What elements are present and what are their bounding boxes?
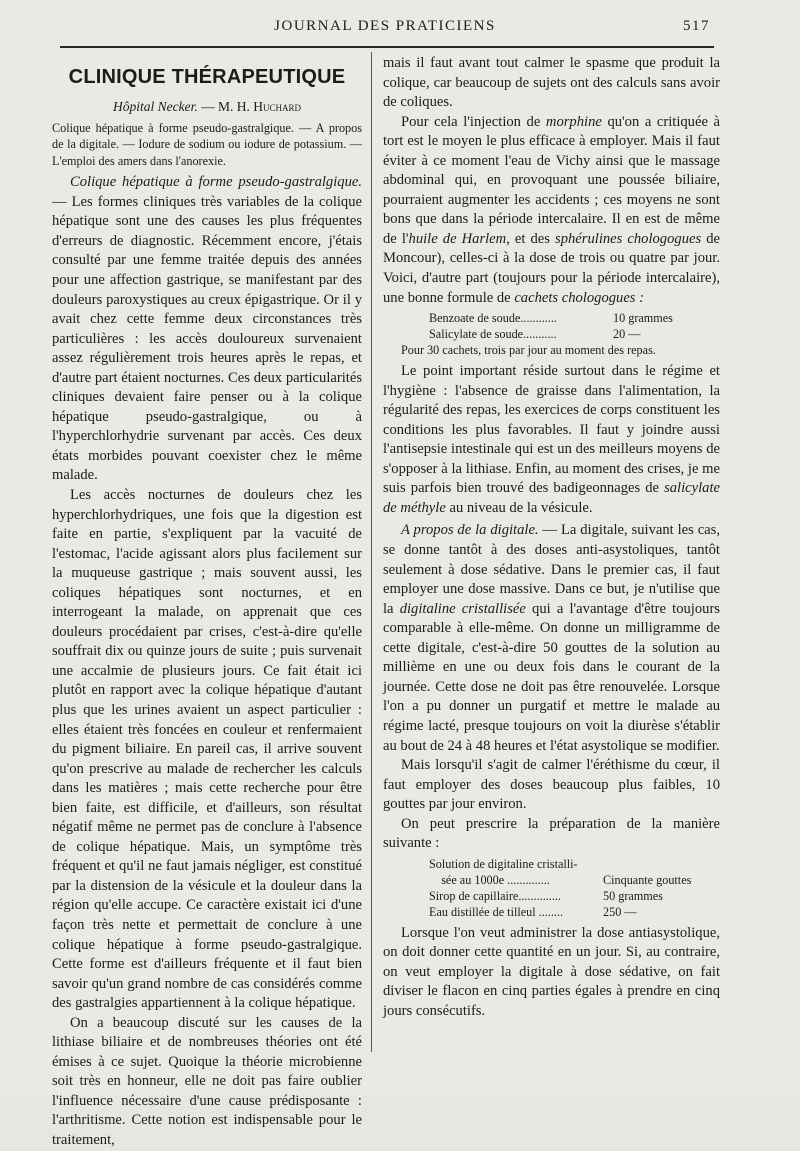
text-span: Le point important réside surtout dans le régime et l'hygiène : l'absence de graisse dans l'alimentation, la régularité des repas, les exercices de corps constituent les conditions les plus favorables. Il faut y joindre aussi l'antisepsie intestinale qui est un des meilleurs moyens de s'opposer à la lithiase. Enfin, au moment des crises, je me suis parfois bien trouvé des badigeonnages de [383, 363, 720, 497]
author-initial: M. H. [217, 99, 254, 114]
text-span: qu'on a critiquée à tort est le moyen le plus efficace à employer. Mais il faut éviter à ce moment l'eau de Vichy ainsi que le massage abdominal qui, en provoquant une poussée biliaire, pourraient augmenter les accidents ; ces moyens ne sont bons que dans la période intercalaire. Il en est de même de l' [383, 113, 720, 247]
hospital-line [52, 98, 362, 116]
hospital-name: Hôpital Necker. [112, 99, 198, 114]
column-divider [371, 52, 372, 1052]
formula-row [383, 904, 720, 920]
paragraph: mais il faut avant tout calmer le spasme que produit la colique, car beaucoup de sujets ont des calculs sans avoir de coliques. [383, 55, 720, 111]
left-column [52, 54, 362, 1151]
formula-quantity: 10 grammes [613, 311, 673, 326]
italic-span: salicylate de méthyle [383, 480, 720, 516]
formula-quantity: 250 — [603, 904, 637, 919]
author-name: Huchard [253, 99, 301, 114]
formula-quantity: 50 grammes [603, 888, 663, 903]
paragraph: On peut prescrire la préparation de la manière suivante : [383, 815, 720, 852]
formula-ingredient: Sirop de capillaire.............. [429, 888, 561, 903]
italic-span: digitaline cristallisée [399, 600, 526, 617]
right-column [383, 54, 720, 1022]
formula-row [383, 888, 720, 904]
journal-title: JOURNAL DES PRATICIENS [274, 18, 496, 34]
paragraph: On a beaucoup discuté sur les causes de la lithiase biliaire et de nombreuses théories ont été émises à ce sujet. Quoique la théorie microbienne soit très en honneur, elle ne doit pas faire oublier l'influence nécessaire d'une cause prédisposante : l'arthritisme. Cette notion est indispensable pour le traitement, [52, 1014, 362, 1149]
text-span: de Moncour), celles-ci à la dose de trois ou quatre par jour. Voici, d'autre part (toujours pour la période intercalaire), une bonne formule de [383, 230, 720, 306]
paragraph [383, 113, 720, 308]
formula-quantity [603, 856, 720, 872]
formula-quantity: Cinquante gouttes [603, 872, 692, 887]
paragraph-text: — Les formes cliniques très variables de la colique hépatique sont une des causes les plus fréquentes d'erreurs de diagnostic. Récemment encore, j'étais consulté par une femme traitée depuis des années pour une affection gastrique, se manifestant par des douleurs paroxystiques au creux épigastrique. Or il y avait chez cette femme deux circonstances très particulières : les accès douloureux survenaient assez régulièrement trois heures après le repas, et d'autre part étaient nocturnes. Ces deux particularités cliniques devaient faire penser ou à la colique hépatique pseudo-gastralgique, ou à l'hyperchlorhydrie survenant par accès. Ces deux états morbides pouvant coexister chez le même malade. [52, 193, 362, 484]
section-title: CLINIQUE THÉRAPEUTIQUE [68, 66, 346, 88]
italic-span: huile de Harlem [408, 230, 507, 247]
paragraph: Lorsque l'on veut administrer la dose antiasystolique, on doit donner cette quantité en un jour. Si, au contraire, on veut employer la digitale à dose sédative, on fait diviser le flacon en cinq parties égales à prendre en cinq jours consécutifs. [383, 924, 720, 1019]
italic-span: cachets chologogues : [514, 289, 644, 306]
formula-ingredient: Salicylate de soude........... [429, 327, 557, 342]
formula-ingredient: Eau distillée de tilleul ........ [429, 904, 564, 919]
text-span: Pour cela l'injection de [401, 113, 546, 130]
formula-row [383, 872, 720, 888]
page-number: 517 [683, 18, 710, 34]
paragraph: Les accès nocturnes de douleurs chez les hyperchlorhydriques, une fois que la digestion est faite en partie, s'expliquent par la vacuité de l'estomac, l'acide agissant alors plus facilement sur la muqueuse gastrique ; mais souvent aussi, les coliques hépatiques sont nocturnes, et en interrogeant la malade, on apprenait que ces douleurs procédaient par crises, c'est-à-dire qu'elle souffrait dix ou quinze jours de suite ; puis survenait une accalmie de plusieurs jours. Ce fait était ici plutôt en rapport avec la colique hépatique d'autant plus que les urines avaient un aspect particulier : elles étaient très foncées en couleur et renfermaient du pigment biliaire. En pareil cas, il arrive souvent qu'on prescrive au malade de rechercher les calculs dans les matières ; mais cette recherche pour être bien faite, est difficile, et d'ailleurs, son résultat négatif même ne permet pas de conclure à l'absence de colique hépatique. Mais, un symptôme très fréquent et qu'il ne faut jamais négliger, est constitué par la distension de la vésicule et la douleur dans la région qu'elle accupe. Ce caractère existait ici d'une façon très nette et permettait de conclure à une colique hépatique à forme pseudo-gastralgique. Cette forme est d'ailleurs fréquente et il faut bien savoir qu'un grand nombre de cas considérés comme des gastralgies appartiennent à la colique hépatique. [52, 486, 362, 1012]
running-header [60, 18, 710, 42]
formula-row [383, 856, 720, 872]
text-span: qui a l'avantage d'être toujours comparable à elle-même. On donne un milligramme de cette digitale, c'est-à-dire 50 gouttes de la solution au millième en une ou deux fois dans le courant de la journée. Cette dose ne doit pas être renouvelée. Lorsque l'on a pu donner un purgatif et mettre le malade au régime lacté, presque toujours on voit la diurèse s'établir au bout de 24 à 48 heures et l'état asystolique se modifier. [383, 600, 720, 754]
paragraph [52, 173, 362, 486]
text-span: — La digitale, suivant les cas, se donne tantôt à des doses anti-asystoliques, tantôt seulement à dose sédative. Dans le premier cas, il faut employer une dose massive. Dans ce but, je n'utilise que la [383, 522, 720, 617]
formula-quantity: 20 — [613, 327, 641, 342]
italic-span: morphine [545, 113, 602, 130]
text-span: au niveau de la vésicule. [445, 499, 593, 516]
italic-span: sphérulines chologogues [555, 230, 702, 247]
paragraph-heading: Colique hépatique à forme pseudo-gastralgique. [70, 174, 362, 191]
article-summary: Colique hépatique à forme pseudo-gastralgique. — A propos de la digitale. — Iodure de sodium ou iodure de potassium. — L'emploi des amers dans l'anorexie. [52, 121, 362, 168]
formula-ingredient: Solution de digitaline cristalli- [429, 856, 578, 871]
formula-row [383, 310, 720, 326]
paragraph [383, 521, 720, 756]
formula-row [383, 326, 720, 342]
text-span: , et des [506, 230, 556, 247]
hospital-separator: — [197, 99, 218, 114]
paragraph-heading: A propos de la digitale. [401, 522, 539, 539]
formula-ingredient: sée au 1000e .............. [429, 872, 550, 887]
formula-ingredient: Benzoate de soude............ [429, 311, 557, 326]
formula-cachets [383, 310, 720, 358]
formula-digitaline [383, 856, 720, 920]
formula-note: Pour 30 cachets, trois par jour au moment des repas. [401, 343, 656, 358]
header-rule [60, 46, 714, 48]
paragraph: Mais lorsqu'il s'agit de calmer l'éréthisme du cœur, il faut employer des doses beaucoup plus faibles, 10 gouttes par jour environ. [383, 757, 720, 813]
paragraph [383, 362, 720, 518]
